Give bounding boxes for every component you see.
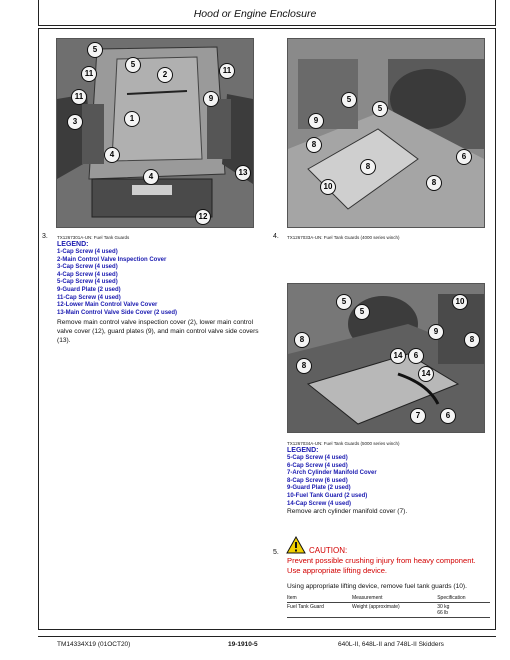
callout-8: 8 xyxy=(360,159,376,175)
callout-8: 8 xyxy=(426,175,442,191)
legend-title: LEGEND: xyxy=(287,447,319,454)
header-specification: Specification xyxy=(437,595,466,601)
callout-8: 8 xyxy=(296,358,312,374)
callout-11: 11 xyxy=(71,89,87,105)
header-measurement: Measurement xyxy=(351,595,383,601)
table-row xyxy=(287,603,490,618)
callout-2: 2 xyxy=(157,67,173,83)
page-title: Hood or Engine Enclosure xyxy=(193,8,317,20)
step-3-number: 3. xyxy=(42,233,48,240)
caution-text-line-1: Prevent possible crushing injury from heavy component. xyxy=(287,556,476,565)
caution-label: CAUTION: xyxy=(309,546,348,555)
legend-item: 1-Cap Screw (4 used) xyxy=(57,249,118,255)
step-4-caption-top: TX1267033A-UN: Fuel Tank Guards (4000 series winch) xyxy=(287,235,400,240)
spec-table xyxy=(287,594,490,618)
callout-11: 11 xyxy=(219,63,235,79)
step-5-number: 5. xyxy=(273,549,279,556)
callout-5: 5 xyxy=(125,57,141,73)
step-3-caption: TX1267301A-UN: Fuel Tank Guards xyxy=(57,235,130,240)
legend-item: 5-Cap Screw (4 used) xyxy=(287,455,348,461)
step-4-instruction: Remove arch cylinder manifold cover (7). xyxy=(287,508,408,515)
legend-item: 9-Guard Plate (2 used) xyxy=(57,286,121,293)
callout-5: 5 xyxy=(87,42,103,58)
callout-4: 4 xyxy=(104,147,120,163)
step-3-instruction: Remove main control valve inspection cover (2), lower main control valve cover (12), guard plates (9), and main control valve side covers (13). xyxy=(57,319,259,344)
header-item: Item xyxy=(287,595,297,601)
callout-8: 8 xyxy=(294,332,310,348)
callout-13: 13 xyxy=(235,165,251,181)
caution-text-line-2: Use appropriate lifting device. xyxy=(287,566,388,575)
legend-item: 12-Lower Main Control Valve Cover xyxy=(57,302,158,309)
step-5-instruction: Using appropriate lifting device, remove fuel tank guards (10). xyxy=(287,583,467,590)
spec-metric: 30 kg xyxy=(437,604,450,610)
callout-7: 7 xyxy=(410,408,426,424)
step-4-photo-bottom xyxy=(287,283,485,433)
step-4-caption-bottom: TX1267034A-UN: Fuel Tank Guards (5000 series winch) xyxy=(287,441,400,446)
callout-12: 12 xyxy=(195,209,211,225)
legend-item: 8-Cap Screw (6 used) xyxy=(287,477,348,484)
winch-4000-illustration xyxy=(288,39,484,227)
legend-item: 7-Arch Cylinder Manifold Cover xyxy=(287,470,377,477)
callout-8: 8 xyxy=(306,137,322,153)
callout-8: 8 xyxy=(464,332,480,348)
callout-5: 5 xyxy=(354,304,370,320)
cell-measurement: Weight (approximate) xyxy=(351,604,400,610)
callout-3: 3 xyxy=(67,114,83,130)
legend-item: 13-Main Control Valve Side Cover (2 used) xyxy=(57,309,178,316)
legend-item: 9-Guard Plate (2 used) xyxy=(287,485,351,492)
spec-imperial: 66 lb xyxy=(437,610,449,616)
cell-specification xyxy=(437,603,490,618)
legend-item: 4-Cap Screw (4 used) xyxy=(57,271,118,278)
callout-14: 14 xyxy=(418,366,434,382)
legend-title: LEGEND: xyxy=(57,241,89,248)
callout-5: 5 xyxy=(341,92,357,108)
callout-11: 11 xyxy=(81,66,97,82)
footer-rule xyxy=(38,636,496,637)
callout-1: 1 xyxy=(124,111,140,127)
step-4-legend xyxy=(287,447,377,508)
legend-item: 5-Cap Screw (4 used) xyxy=(57,279,118,286)
cell-item: Fuel Tank Guard xyxy=(287,604,324,610)
callout-5: 5 xyxy=(336,294,352,310)
legend-item: 6-Cap Screw (4 used) xyxy=(287,462,348,469)
legend-item: 3-Cap Screw (4 used) xyxy=(57,264,118,271)
step-4-number: 4. xyxy=(273,233,279,240)
step-4-photo-top xyxy=(287,38,485,228)
callout-9: 9 xyxy=(428,324,444,340)
step-3-photo xyxy=(56,38,254,228)
callout-14: 14 xyxy=(390,348,406,364)
warning-triangle-icon xyxy=(286,536,306,554)
callout-6: 6 xyxy=(440,408,456,424)
step-3-legend xyxy=(57,241,177,317)
callout-6: 6 xyxy=(456,149,472,165)
callout-4: 4 xyxy=(143,169,159,185)
legend-item: 2-Main Control Valve Inspection Cover xyxy=(57,256,167,263)
callout-10: 10 xyxy=(320,179,336,195)
callout-9: 9 xyxy=(308,113,324,129)
footer-doc-id: TM14334X19 (01OCT20) xyxy=(57,641,131,648)
legend-item: 10-Fuel Tank Guard (2 used) xyxy=(287,492,368,499)
callout-10: 10 xyxy=(452,294,468,310)
legend-item: 11-Cap Screw (4 used) xyxy=(57,294,121,301)
legend-item: 14-Cap Screw (4 used) xyxy=(287,500,352,507)
spec-table-header xyxy=(287,594,490,603)
callout-6: 6 xyxy=(408,348,424,364)
callout-9: 9 xyxy=(203,91,219,107)
callout-5: 5 xyxy=(372,101,388,117)
footer-product: 640L-II, 648L-II and 748L-II Skidders xyxy=(338,641,444,648)
footer-page-number: 19-1910-5 xyxy=(228,641,258,648)
